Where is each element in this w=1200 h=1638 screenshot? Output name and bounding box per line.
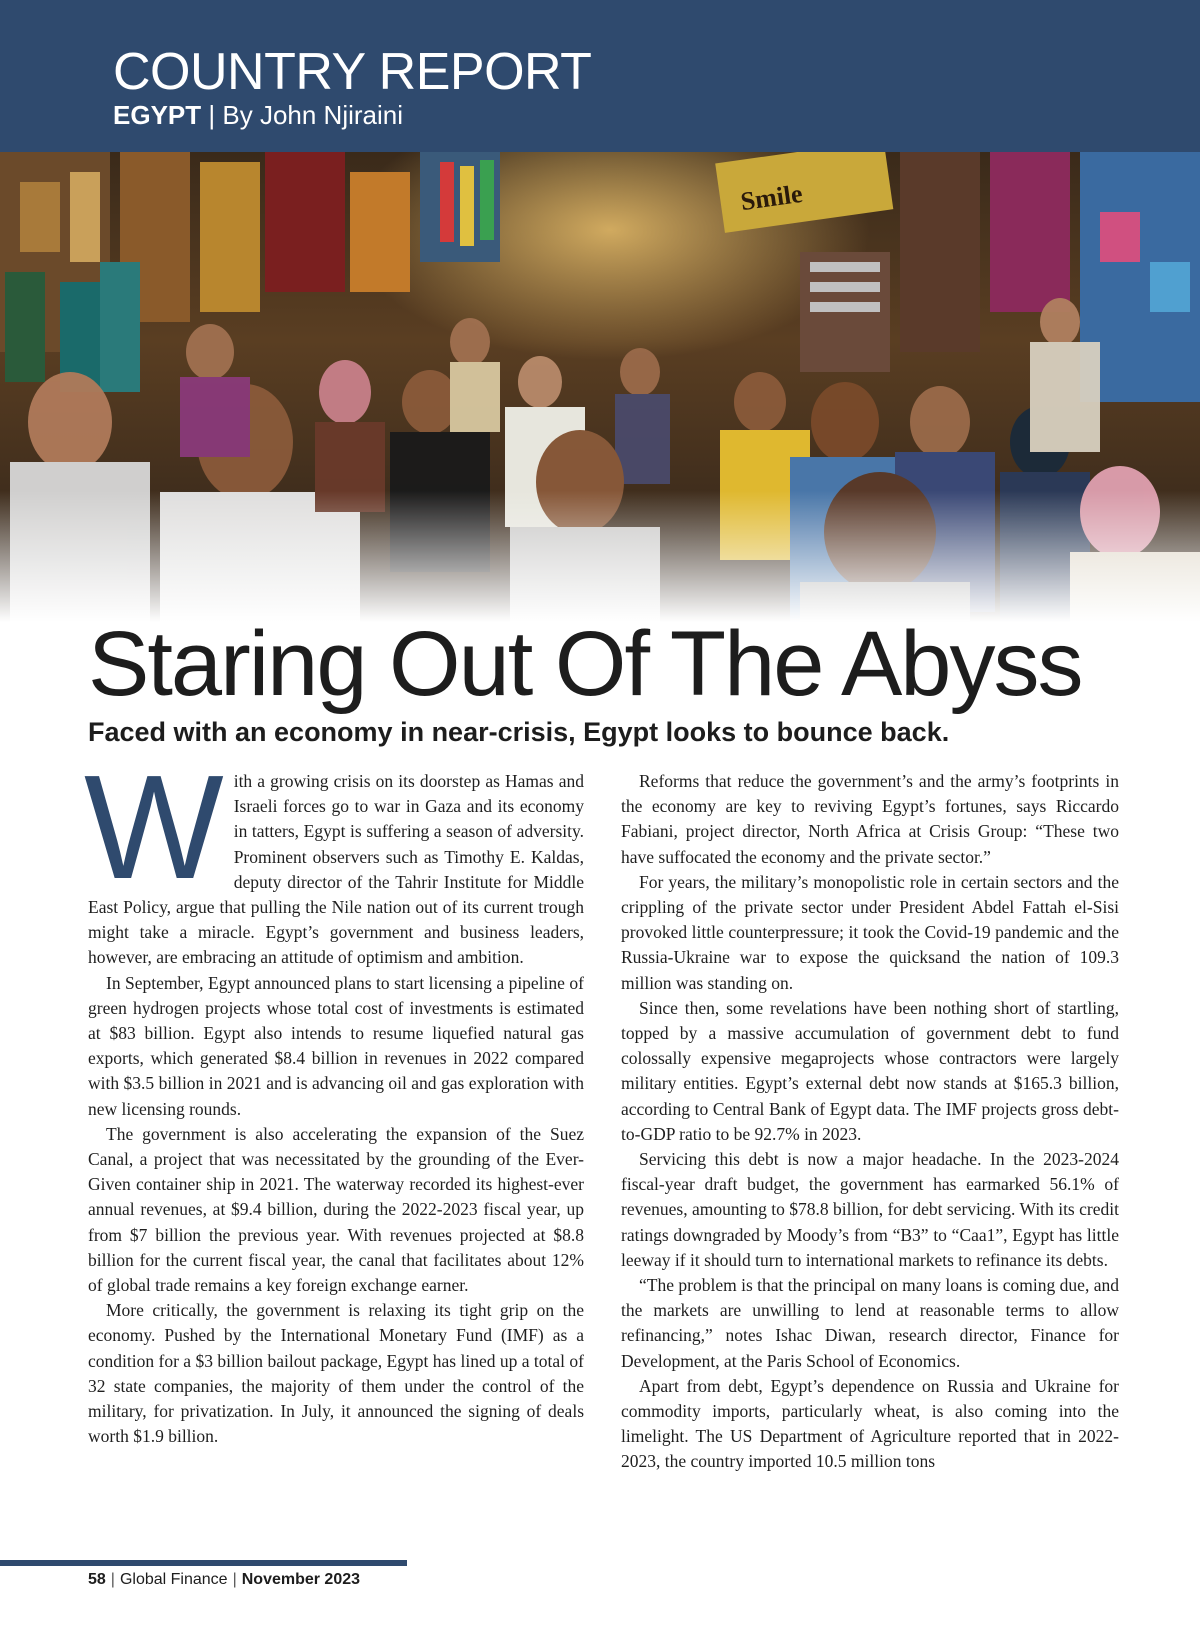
paragraph: Servicing this debt is now a major headache. In the 2023-2024 fiscal-year draft budget, the government has earmarked 56.1% of revenues, amounting to $78.8 billion, for debt servicing. With its credit ratings downgraded by Moody’s from “B3” to “Caa1”, Egypt has little leeway if it should turn to international markets to refinance its debts. xyxy=(621,1149,1119,1270)
paragraph: In September, Egypt announced plans to start licensing a pipeline of green hydrogen projects whose total cost of investments is estimated at $83 billion. Egypt also intends to resume liquefied natural gas exports, which generated $8.4 billion in revenues in 2022 compared with $3.5 billion in 2021 and is advancing oil and gas exploration with new licensing rounds. xyxy=(88,972,584,1119)
header-band xyxy=(0,0,1200,152)
country-name: EGYPT xyxy=(113,100,202,130)
paragraph xyxy=(84,745,584,971)
section-label: COUNTRY REPORT xyxy=(113,43,592,101)
footer-separator: | xyxy=(232,1571,237,1588)
article-title: Staring Out Of The Abyss xyxy=(88,613,1082,715)
bazaar-illustration xyxy=(0,152,1200,622)
byline-separator: | xyxy=(208,100,216,130)
paragraph: Apart from debt, Egypt’s dependence on Russia and Ukraine for commodity imports, particularly wheat, is also coming into the limelight. The US Department of Agriculture reported that in 2022-2023, the country imported 10.5 million tons xyxy=(621,1375,1119,1472)
page-footer xyxy=(88,1568,360,1592)
paragraph: Since then, some revelations have been nothing short of startling, topped by a massive accumulation of government debt to fund colossally expensive megaprojects whose contractors were largely military entities. Egypt’s external debt now stands at $165.3 billion, according to Central Bank of Egypt data. The IMF projects gross debt-to-GDP ratio to be 92.7% in 2023. xyxy=(621,997,1119,1144)
article-column-right xyxy=(621,769,1119,1475)
article-deck: Faced with an economy in near-crisis, Egypt looks to bounce back. xyxy=(88,717,950,747)
footer-separator: | xyxy=(110,1571,115,1588)
bazaar-photo xyxy=(0,152,1200,622)
drop-cap: W xyxy=(84,745,224,910)
byline xyxy=(113,100,403,130)
paragraph: For years, the military’s monopolistic role in certain sectors and the crippling of the private sector under President Abdel Fattah el-Sisi provoked little counterpressure; it took the Covid-19 pandemic and the Russia-Ukraine war to expose the quicksand the nation of 109.3 million was standing on. xyxy=(621,871,1119,993)
paragraph: The government is also accelerating the expansion of the Suez Canal, a project that was necessitated by the grounding of the Ever-Given container ship in 2021. The waterway recorded its highest-ever annual revenues, at $9.4 billion, during the 2022-2023 fiscal year, up from $7 billion the previous year. With revenues projected at $8.8 billion for the current fiscal year, the canal that facilitates about 12% of global trade remains a key foreign exchange earner. xyxy=(88,1123,584,1296)
issue-date: November 2023 xyxy=(241,1571,361,1588)
article-column-left xyxy=(84,745,584,1449)
page-number: 58 xyxy=(88,1571,106,1588)
publication-name: Global Finance xyxy=(119,1571,228,1588)
footer-rule xyxy=(0,1560,407,1566)
paragraph-text: ith a growing crisis on its doorstep as Hamas and Israeli forces go to war in Gaza and its economy in tatters, Egypt is suffering a season of adversity. Prominent observers such as Timothy E. Kaldas, deputy director of the Tahrir Institute for Middle East Policy, argue that pulling the Nile nation out of its current trough might take a miracle. Egypt’s government and business leaders, however, are embracing an attitude of optimism and ambition. xyxy=(88,771,584,968)
paragraph: More critically, the government is relaxing its tight grip on the economy. Pushed by the International Monetary Fund (IMF) as a condition for a $3 billion bailout package, Egypt has lined up a total of 32 state companies, the majority of them under the control of the military, for privatization. In July, it announced the signing of deals worth $1.9 billion. xyxy=(88,1300,584,1447)
paragraph: Reforms that reduce the government’s and the army’s footprints in the economy are key to reviving Egypt’s fortunes, says Riccardo Fabiani, project director, North Africa at Crisis Group: “These two have suffocated the economy and the private sector.” xyxy=(621,771,1119,867)
author-name: By John Njiraini xyxy=(222,100,404,130)
paragraph: “The problem is that the principal on many loans is coming due, and the markets are unwilling to lend at reasonable terms to allow refinancing,” notes Ishac Diwan, research director, Finance for Development, at the Paris School of Economics. xyxy=(621,1275,1119,1371)
